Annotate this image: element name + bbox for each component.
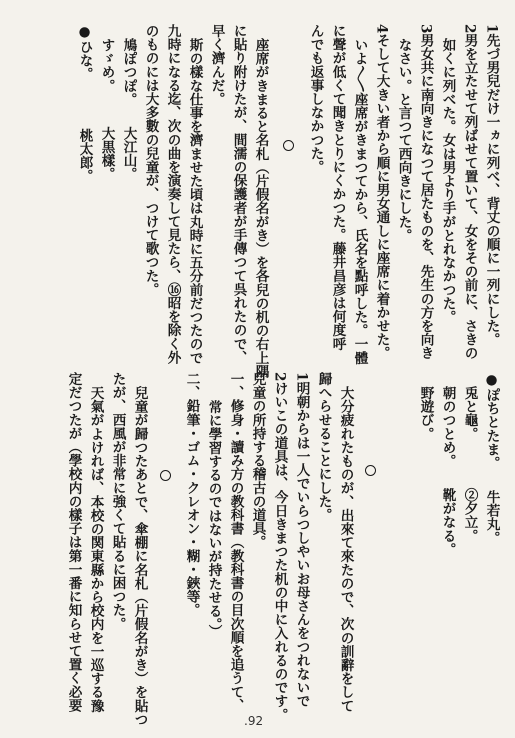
text-line: 大分疲れたものが、出來て來たので、次の訓辭をして	[337, 386, 354, 713]
text-line: 朝のつとめ。 靴がなる。	[439, 386, 456, 556]
text-line: 1明朝からは一人でいらつしやいお母さんをつれないで	[293, 372, 310, 708]
text-line: 早く濟んだ。	[208, 24, 225, 106]
text-line: なさい。と言つて西向きにした。	[395, 38, 412, 242]
text-line: 斯の樣な仕事を濟ませた頃は丸時に五分前だつたので	[186, 38, 203, 365]
text-line: 2男を立たせて列ばせて置いて、女をその前に、さきの	[461, 24, 478, 360]
page-number: .92	[244, 714, 264, 728]
text-line: 如くに列べた。女は男より手がとれなかつた。	[439, 38, 456, 324]
text-line: 座席がきまると名札（片假名がき）を各兒の机の右上隅	[252, 38, 269, 378]
text-line: 兒童の所持する稽古の道具。	[249, 372, 266, 549]
text-line: のものには大多數の兒童が、つけて歌つた。	[142, 24, 159, 296]
text-line: ●ひな。 桃太郎。	[76, 24, 93, 183]
text-line: 常に學習するのではないが持たせる。）	[205, 400, 222, 638]
text-line: たが、西風が非常に強くて貼るに困つた。	[109, 372, 126, 631]
text-line: 九時になる迄、次の曲を演奏して見たら、⑯昭を除く外	[164, 24, 181, 364]
text-line: 1先づ男兒だけ一ヵに列べ、背丈の順に一列にした。	[483, 24, 500, 347]
text-line: 鳩ぽつぽ。 大江山。	[120, 38, 137, 181]
text-line: に貼り附けたが、間濡の保護者が手傳つて呉れたので、	[230, 24, 247, 364]
text-line: んでも返事しなかつた。	[307, 24, 324, 174]
text-line: すゞめ。 大黒樣。	[98, 38, 115, 181]
section-circle-marker	[365, 465, 376, 476]
text-line: 歸へらせることにした。	[315, 372, 332, 522]
text-line: 天氣がよければ、本校の関東縣から校内を一巡する豫	[87, 386, 104, 713]
text-line: 3男女共に南向きになつて居たものを、先生の方を向き	[417, 24, 434, 360]
text-line: 4そして大きい者から順に男女通しに座席に着かせた。	[373, 24, 390, 360]
text-line: いよ〱座席がきまつてから、氏名を點呼した。一體	[351, 38, 368, 365]
text-line: 二、鉛筆・ゴム・クレオン・糊・鋏等。	[183, 372, 200, 617]
text-line: 兎と龜。 ②夕立。	[461, 386, 478, 543]
text-line: ●ぽちとたま。 牛若丸。	[483, 372, 500, 545]
text-line: 2けいこの道具は、今日きまつた机の中に入れるのです。	[271, 372, 288, 722]
text-line: に聲が低くて聞きとりにくかつた。藤井昌彦は何度呼	[329, 24, 346, 351]
text-line: 一、修身・讀み方の教科書（教科書の目次順を追うて、	[227, 372, 244, 712]
text-line: 野遊び。	[417, 386, 434, 441]
text-line: 兒童が歸つたあとで、傘棚に名札（片假名がき）を貼つ	[131, 386, 148, 726]
text-line: 定だつたが（學校内の樣子は第一番に知らせて置く必要	[65, 372, 82, 712]
section-circle-marker	[283, 140, 294, 151]
section-circle-marker	[160, 470, 171, 481]
